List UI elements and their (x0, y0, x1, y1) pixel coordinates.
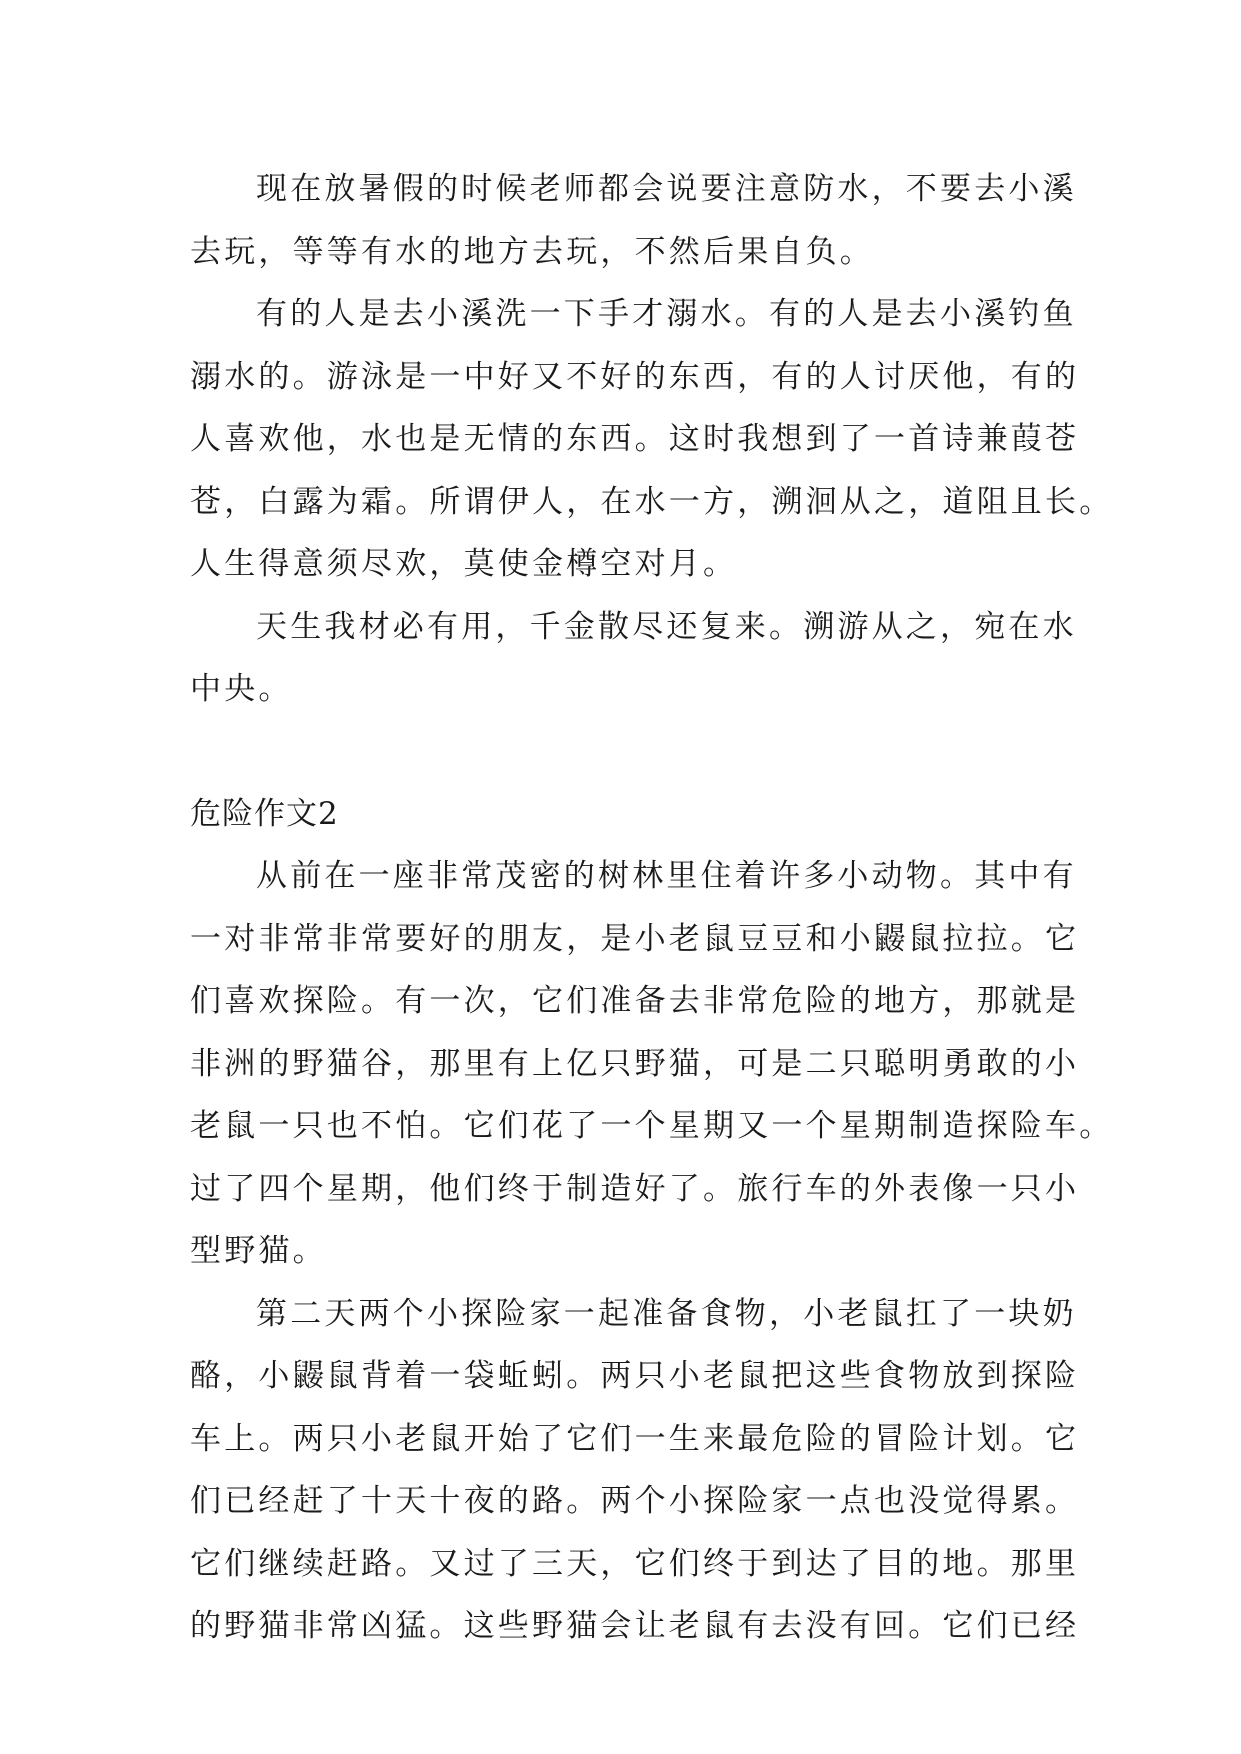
paragraph-line: 人生得意须尽欢，莫使金樽空对月。 (190, 546, 738, 582)
paragraph-line: 中央。 (190, 671, 293, 707)
paragraph-line: 的野猫非常凶猛。这些野猫会让老鼠有去没有回。它们已经 (190, 1608, 1080, 1644)
paragraph-line: 有的人是去小溪洗一下手才溺水。有的人是去小溪钓鱼 (256, 296, 1077, 332)
paragraph-line: 从前在一座非常茂密的树林里住着许多小动物。其中有 (256, 858, 1077, 894)
section-spacer (190, 721, 1070, 783)
paragraph-line: 一对非常非常要好的朋友，是小老鼠豆豆和小鼹鼠拉拉。它 (190, 920, 1080, 957)
paragraph-line: 非洲的野猫谷，那里有上亿只野猫，可是二只聪明勇敢的小 (190, 1045, 1080, 1082)
paragraph-line: 现在放暑假的时候老师都会说要注意防水，不要去小溪 (256, 171, 1077, 207)
section-title: 危险作文2 (190, 795, 339, 832)
paragraph-line: 酪，小鼹鼠背着一袋蚯蚓。两只小老鼠把这些食物放到探险 (190, 1358, 1080, 1394)
document-page (190, 158, 1114, 1658)
essay-section-2 (190, 783, 1114, 1658)
paragraph-line: 过了四个星期，他们终于制造好了。旅行车的外表像一只小 (190, 1170, 1080, 1207)
paragraph-line: 老鼠一只也不怕。它们花了一个星期又一个星期制造探险车。 (190, 1108, 1114, 1144)
paragraph-line: 型野猫。 (190, 1233, 327, 1269)
paragraph-line: 溺水的。游泳是一中好又不好的东西，有的人讨厌他，有的 (190, 358, 1080, 395)
paragraph-line: 车上。两只小老鼠开始了它们一生来最危险的冒险计划。它 (190, 1420, 1080, 1457)
paragraph-line: 苍，白露为霜。所谓伊人，在水一方，溯洄从之，道阻且长。 (190, 483, 1114, 520)
essay-section-1 (190, 158, 1114, 721)
paragraph-line: 们已经赶了十天十夜的路。两个小探险家一点也没觉得累。 (190, 1483, 1080, 1519)
paragraph-line: 天生我材必有用，千金散尽还复来。溯游从之，宛在水 (256, 608, 1077, 645)
paragraph-line: 它们继续赶路。又过了三天，它们终于到达了目的地。那里 (190, 1545, 1080, 1582)
paragraph-line: 们喜欢探险。有一次，它们准备去非常危险的地方，那就是 (190, 983, 1080, 1019)
paragraph-line: 第二天两个小探险家一起准备食物，小老鼠扛了一块奶 (256, 1295, 1077, 1332)
paragraph-line: 人喜欢他，水也是无情的东西。这时我想到了一首诗兼葭苍 (190, 421, 1080, 457)
paragraph-line: 去玩，等等有水的地方去玩，不然后果自负。 (190, 233, 874, 270)
